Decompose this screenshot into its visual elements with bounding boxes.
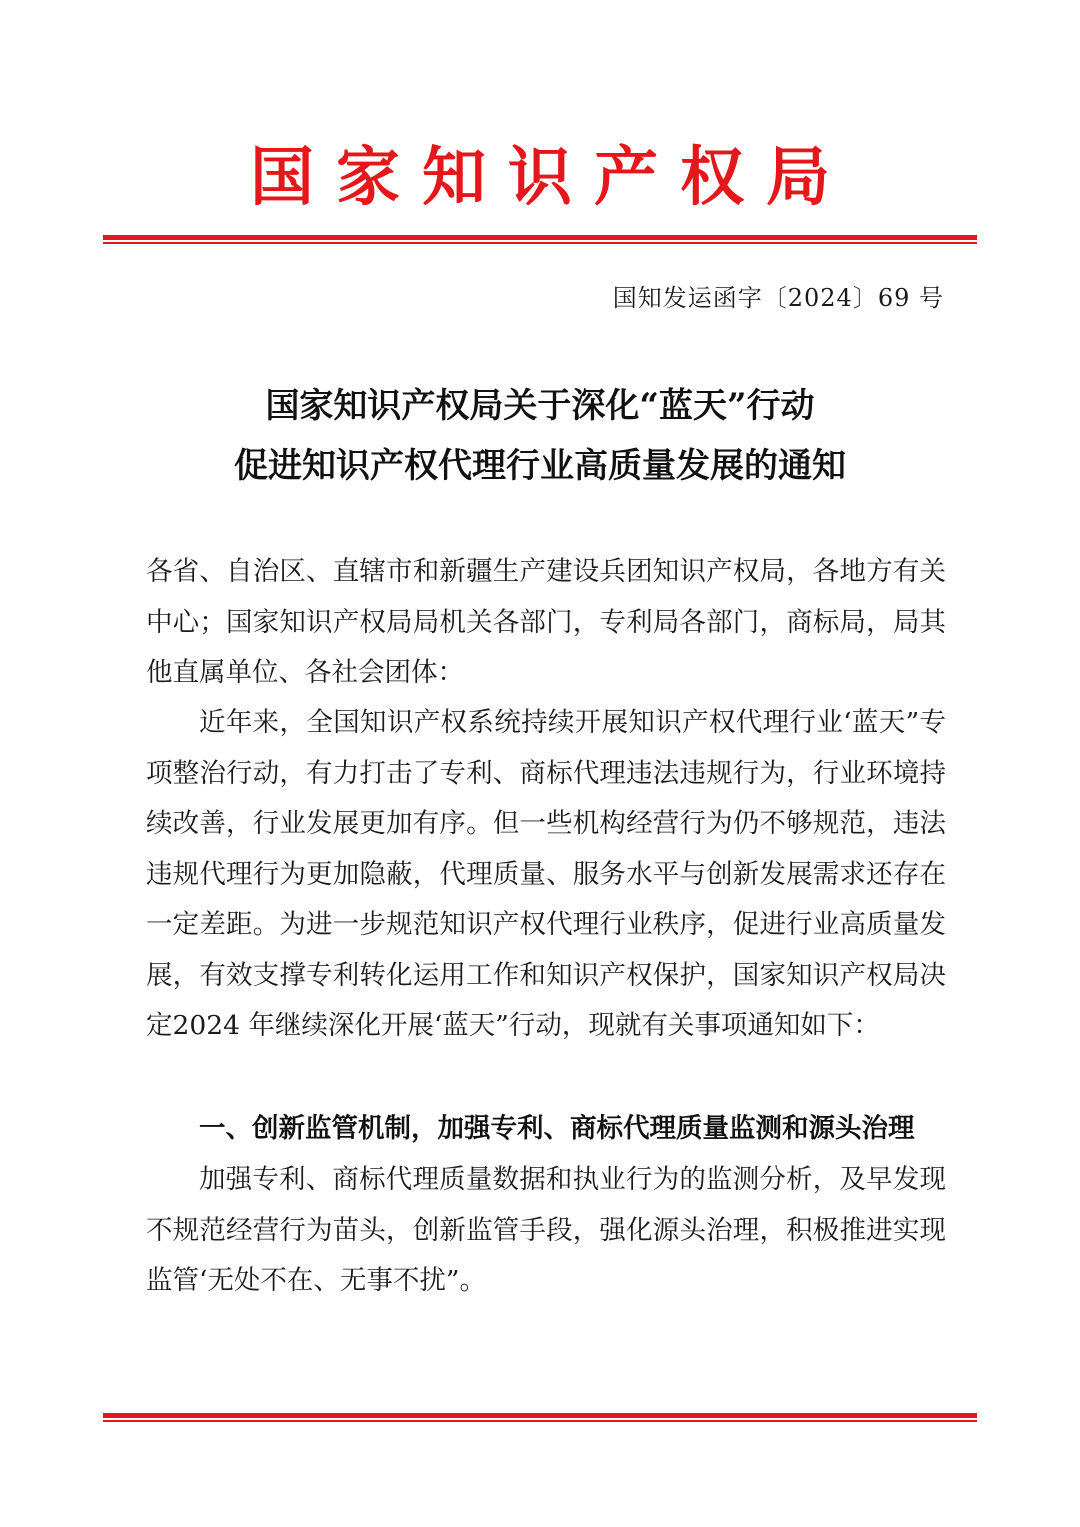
section-heading-1: 一、创新监管机制，加强专利、商标代理质量监测和源头治理 (199, 1113, 915, 1144)
letterhead-rule-top (103, 235, 977, 244)
document-number: 国知发运函字〔2024〕69 号 (612, 284, 944, 312)
letterhead-rule-bottom (103, 1413, 977, 1422)
body-paragraph-1: 近年来，全国知识产权系统持续开展知识产权代理行业‘蓝天”专项整治行动，有力打击了专利、商标代理违法违规行为，行业环境持续改善，行业发展更加有序。但一些机构经营行为仍不够规范，违法违规代理行为更加隐蔽，代理质量、服务水平与创新发展需求还存在一定差距。为进一步规范知识产权代理行业秩序，促进行业高质量发展，有效支撑专利转化运用工作和知识产权保护，国家知识产权局决定2024 年继续深化开展‘蓝天”行动，现就有关事项通知如下： (146, 707, 946, 1041)
agency-letterhead: 国家知识产权局 (250, 140, 852, 215)
document-title-line-2: 促进知识产权代理行业高质量发展的通知 (234, 446, 846, 486)
document-title-line-1: 国家知识产权局关于深化“蓝天”行动 (265, 386, 815, 426)
addressee-paragraph: 各省、自治区、直辖市和新疆生产建设兵团知识产权局，各地方有关中心；国家知识产权局局机关各部门，专利局各部门，商标局，局其他直属单位、各社会团体： (146, 556, 946, 688)
body-paragraph-2: 加强专利、商标代理质量数据和执业行为的监测分析，及早发现不规范经营行为苗头，创新监管手段，强化源头治理，积极推进实现监管‘无处不在、无事不扰”。 (146, 1164, 946, 1296)
